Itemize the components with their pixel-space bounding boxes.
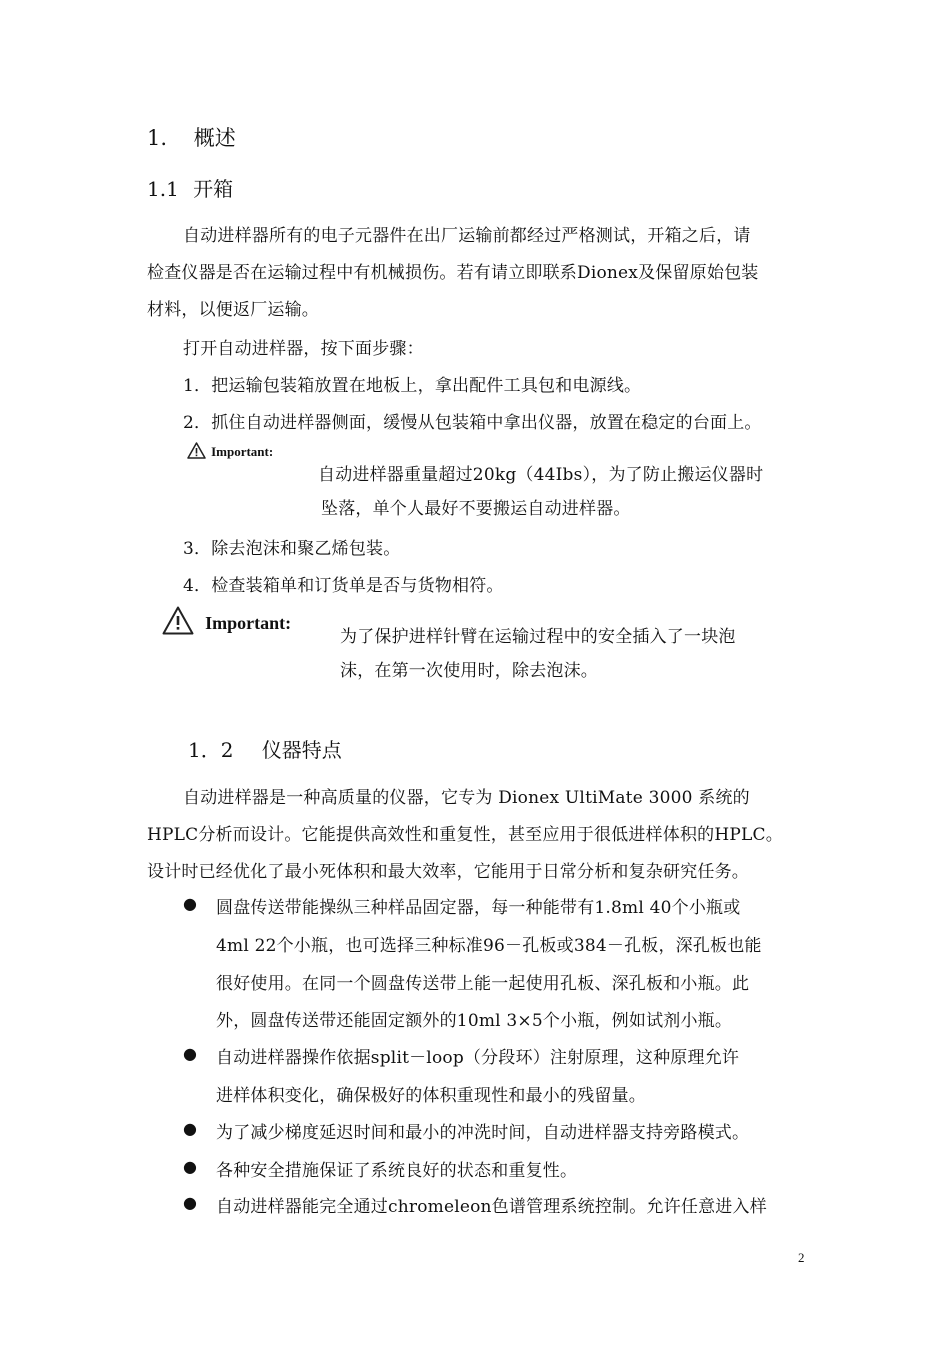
bullet-line: 4ml 22个小瓶，也可选择三种标准96－孔板或384－孔板，深孔板也能 [216, 936, 762, 956]
section-number: 1. [147, 126, 168, 150]
section-heading-1 [147, 122, 236, 152]
bullet-line: 为了减少梯度延迟时间和最小的冲洗时间，自动进样器支持旁路模式。 [216, 1123, 750, 1143]
warning-icon [162, 606, 194, 635]
bullet-line: 圆盘传送带能操纵三种样品固定器，每一种能带有1.8ml 40个小瓶或 [216, 898, 741, 918]
section-heading-1-2 [188, 734, 342, 763]
important-text-line: 坠落，单个人最好不要搬运自动进样器。 [321, 499, 631, 519]
important-callout-1 [187, 441, 273, 460]
section-number: 1．2 [188, 738, 234, 762]
step-item: 3．除去泡沫和聚乙烯包装。 [183, 539, 401, 559]
bullet-marker: ● [183, 894, 197, 913]
section-number: 1.1 [147, 177, 179, 201]
bullet-line: 很好使用。在同一个圆盘传送带上能一起使用孔板、深孔板和小瓶。此 [216, 974, 750, 994]
step-item: 4．检查装箱单和订货单是否与货物相符。 [183, 576, 504, 596]
important-label: Important: [205, 613, 292, 633]
bullet-line: 自动进样器能完全通过chromeleon色谱管理系统控制。允许任意进入样 [216, 1197, 767, 1217]
bullet-line: 进样体积变化，确保极好的体积重现性和最小的残留量。 [216, 1086, 646, 1106]
section-title: 开箱 [193, 177, 234, 201]
paragraph-line: 自动进样器是一种高质量的仪器，它专为 Dionex UltiMate 3000 系统的 [183, 788, 750, 808]
important-text-line: 为了保护进样针臂在运输过程中的安全插入了一块泡 [340, 627, 736, 647]
step-item: 1．把运输包装箱放置在地板上，拿出配件工具包和电源线。 [183, 376, 642, 396]
section-heading-1-1 [147, 173, 233, 202]
warning-icon [187, 442, 206, 459]
paragraph-line: 自动进样器所有的电子元器件在出厂运输前都经过严格测试，开箱之后，请 [183, 226, 751, 246]
bullet-marker: ● [183, 1119, 197, 1138]
section-title: 概述 [193, 126, 236, 150]
bullet-marker: ● [183, 1193, 197, 1212]
paragraph-line: HPLC分析而设计。它能提供高效性和重复性，甚至应用于很低进样体积的HPLC。 [147, 825, 783, 845]
section-title: 仪器特点 [261, 738, 342, 762]
bullet-line: 各种安全措施保证了系统良好的状态和重复性。 [216, 1161, 578, 1181]
bullet-marker: ● [183, 1044, 197, 1063]
important-callout-2 [162, 606, 291, 635]
bullet-line: 外，圆盘传送带还能固定额外的10ml 3×5个小瓶，例如试剂小瓶。 [216, 1011, 733, 1031]
paragraph-line: 设计时已经优化了最小死体积和最大效率，它能用于日常分析和复杂研究任务。 [147, 862, 749, 882]
paragraph-line: 材料，以便返厂运输。 [147, 300, 319, 320]
bullet-line: 自动进样器操作依据split－loop（分段环）注射原理，这种原理允许 [216, 1048, 740, 1068]
steps-intro: 打开自动进样器，按下面步骤： [183, 339, 424, 359]
important-label: Important: [211, 444, 274, 459]
paragraph-line: 检查仪器是否在运输过程中有机械损伤。若有请立即联系Dionex及保留原始包装 [147, 263, 759, 283]
step-item: 2．抓住自动进样器侧面，缓慢从包装箱中拿出仪器，放置在稳定的台面上。 [183, 413, 762, 433]
important-text-line: 沫，在第一次使用时，除去泡沫。 [340, 661, 598, 681]
important-text-line: 自动进样器重量超过20kg（44Ibs），为了防止搬运仪器时 [318, 465, 764, 485]
page-number: 2 [798, 1250, 805, 1265]
bullet-marker: ● [183, 1157, 197, 1176]
